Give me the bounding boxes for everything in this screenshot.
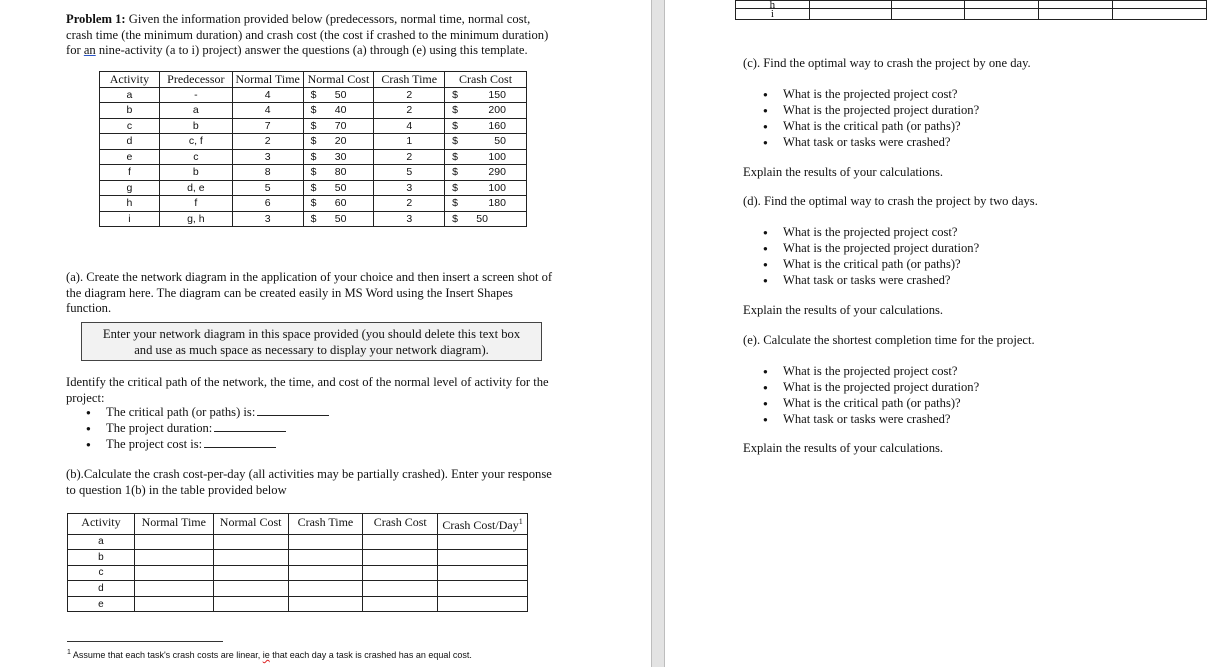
list-item: ● What is the projected project duration?	[763, 103, 979, 119]
spellcheck-word: ie	[262, 650, 270, 660]
part-c-title: (c). Find the optimal way to crash the project by one day.	[743, 56, 1031, 70]
table-row	[100, 211, 527, 227]
continued-activity-table	[735, 0, 1207, 20]
cell-activity: e	[100, 149, 160, 165]
cell-predecessor: f	[159, 196, 232, 212]
answer-cell[interactable]	[363, 550, 438, 566]
answer-blank[interactable]	[204, 438, 276, 448]
table-row	[100, 165, 527, 181]
table-row	[100, 149, 527, 165]
identify-text: Identify the critical path of the network, the time, and cost of the normal level of activity for the project:	[66, 375, 549, 405]
answer-cell[interactable]	[288, 596, 363, 612]
cell-predecessor: c	[159, 149, 232, 165]
cell-activity: b	[100, 103, 160, 119]
footnote-mark: 1	[518, 517, 523, 526]
cell-activity: d	[100, 134, 160, 150]
header-normal-time: Normal Time	[134, 514, 213, 535]
header-normal-cost: Normal Cost	[213, 514, 288, 535]
list-item: ● What is the critical path (or paths)?	[763, 119, 979, 135]
problem-line: crash time (the minimum duration) and crash cost (the cost if crashed to the minimum duration)	[66, 27, 549, 42]
header-activity: Activity	[68, 514, 135, 535]
cell-normal-time: 8	[232, 165, 303, 181]
cell-activity: e	[68, 596, 135, 612]
cell-crash-cost: $ 150	[445, 87, 527, 103]
header-normal-cost: Normal Cost	[303, 72, 374, 88]
cell-crash-cost: $ 100	[445, 180, 527, 196]
cell-activity: a	[68, 534, 135, 550]
cell-normal-cost: $ 60	[303, 196, 374, 212]
answer-cell[interactable]	[134, 550, 213, 566]
answer-cell[interactable]	[438, 565, 528, 581]
cell-crash-time: 3	[374, 180, 445, 196]
header-predecessor: Predecessor	[159, 72, 232, 88]
cell-normal-time: 5	[232, 180, 303, 196]
answer-cell[interactable]	[134, 534, 213, 550]
answer-cell[interactable]	[288, 550, 363, 566]
cell-crash-cost: $ 100	[445, 149, 527, 165]
answer-cell[interactable]	[213, 596, 288, 612]
header-crash-time: Crash Time	[374, 72, 445, 88]
part-e-bullets	[763, 364, 979, 428]
cell-normal-cost: $ 50	[303, 87, 374, 103]
footnote-mark: 1	[67, 649, 71, 656]
table-row	[68, 550, 528, 566]
header-crash-cost: Crash Cost	[363, 514, 438, 535]
cell-crash-cost: $ 290	[445, 165, 527, 181]
table-row: h	[736, 1, 1207, 9]
cell-activity: i	[100, 211, 160, 227]
answer-cell[interactable]	[134, 596, 213, 612]
answer-cell[interactable]	[288, 534, 363, 550]
table-row	[100, 118, 527, 134]
identify-bullets	[86, 405, 329, 453]
list-item: ● What is the projected project cost?	[763, 87, 979, 103]
footnote: $^1$ Assume that each task's crash costs are linear, ie that each day a task is crashed has an equal cost.	[67, 649, 472, 660]
underlined-word: an	[83, 43, 96, 57]
table-row	[68, 581, 528, 597]
cell-activity: c	[68, 565, 135, 581]
cell-activity: b	[68, 550, 135, 566]
cell-crash-time: 2	[374, 196, 445, 212]
table-row	[100, 103, 527, 119]
answer-cell[interactable]	[363, 565, 438, 581]
answer-cell[interactable]	[213, 534, 288, 550]
explain-text: Explain the results of your calculations.	[743, 165, 944, 179]
list-item: ● The project duration:	[86, 421, 329, 437]
network-diagram-textbox[interactable]: Enter your network diagram in this space provided (you should delete this text box and use as much space as necessary to display your network diagram).	[81, 322, 542, 361]
cell-crash-time: 2	[374, 87, 445, 103]
answer-cell[interactable]	[438, 581, 528, 597]
header-normal-time: Normal Time	[232, 72, 303, 88]
list-item: ● The critical path (or paths) is:	[86, 405, 329, 421]
header-activity: Activity	[100, 72, 160, 88]
table-row	[68, 534, 528, 550]
part-c-bullets	[763, 87, 979, 151]
cell-normal-time: 7	[232, 118, 303, 134]
problem-line: for an nine-activity (a to i) project) answer the questions (a) through (e) using this template.	[66, 43, 528, 57]
answer-cell[interactable]	[213, 565, 288, 581]
cell-normal-time: 3	[232, 211, 303, 227]
crash-cost-table	[67, 513, 528, 612]
table-row	[100, 180, 527, 196]
part-e-title: (e). Calculate the shortest completion time for the project.	[743, 333, 1035, 347]
cell-activity: f	[100, 165, 160, 181]
page-gutter	[651, 0, 665, 667]
header-crash-cost-day: Crash Cost/Day$^1$	[438, 514, 528, 535]
cell-predecessor: -	[159, 87, 232, 103]
cell-crash-cost: $ 200	[445, 103, 527, 119]
cell-normal-cost: $ 50	[303, 180, 374, 196]
table-row: i	[736, 9, 1207, 20]
cell-predecessor: b	[159, 165, 232, 181]
explain-text: Explain the results of your calculations.	[743, 441, 944, 455]
cell-crash-time: 4	[374, 118, 445, 134]
part-d-title: (d). Find the optimal way to crash the project by two days.	[743, 194, 1038, 208]
list-item: ● What task or tasks were crashed?	[763, 273, 979, 289]
answer-cell[interactable]	[288, 565, 363, 581]
table-row	[100, 134, 527, 150]
answer-cell[interactable]	[363, 581, 438, 597]
cell-crash-time: 2	[374, 149, 445, 165]
cell-crash-cost: $ 160	[445, 118, 527, 134]
problem-line: Given the information provided below (predecessors, normal time, normal cost,	[125, 12, 531, 26]
part-d-bullets	[763, 225, 979, 289]
cell-normal-cost: $ 20	[303, 134, 374, 150]
cell-predecessor: d, e	[159, 180, 232, 196]
list-item: ● What is the projected project duration?	[763, 241, 979, 257]
answer-cell[interactable]	[363, 534, 438, 550]
cell-normal-cost: $ 30	[303, 149, 374, 165]
part-a-text: (a). Create the network diagram in the application of your choice and then insert a screen shot of the diagram here. The diagram can be created easily in MS Word using the Insert Shapes function.	[66, 270, 553, 315]
table-row	[68, 596, 528, 612]
answer-cell[interactable]	[438, 596, 528, 612]
cell-activity: h	[100, 196, 160, 212]
activity-table	[99, 71, 527, 227]
cell-normal-cost: $ 40	[303, 103, 374, 119]
answer-cell[interactable]	[363, 596, 438, 612]
list-item: ● The project cost is:	[86, 437, 329, 453]
header-crash-cost: Crash Cost	[445, 72, 527, 88]
cell-crash-time: 3	[374, 211, 445, 227]
list-item: ● What is the projected project cost?	[763, 364, 979, 380]
cell-predecessor: a	[159, 103, 232, 119]
cell-crash-time: 2	[374, 103, 445, 119]
cell-normal-time: 4	[232, 87, 303, 103]
answer-cell[interactable]	[438, 534, 528, 550]
cell-normal-cost: $ 50	[303, 211, 374, 227]
cell-activity: d	[68, 581, 135, 597]
cell-predecessor: g, h	[159, 211, 232, 227]
cell-normal-time: 6	[232, 196, 303, 212]
cell-predecessor: c, f	[159, 134, 232, 150]
cell-activity: c	[100, 118, 160, 134]
table-row	[100, 196, 527, 212]
cell-crash-time: 1	[374, 134, 445, 150]
part-b-text: (b).Calculate the crash cost-per-day (all activities may be partially crashed). Enter your response to question 1(b) in the table provided below	[66, 467, 552, 497]
cell-activity: a	[100, 87, 160, 103]
cell-crash-time: 5	[374, 165, 445, 181]
problem-label: Problem 1:	[66, 12, 126, 26]
cell-crash-cost: $ 180	[445, 196, 527, 212]
list-item: ● What task or tasks were crashed?	[763, 135, 979, 151]
document-page-right	[666, 0, 1223, 667]
answer-cell[interactable]	[288, 581, 363, 597]
footnote-separator	[67, 641, 223, 642]
answer-blank[interactable]	[257, 406, 329, 416]
answer-cell[interactable]	[213, 581, 288, 597]
answer-cell[interactable]	[213, 550, 288, 566]
table-row	[68, 565, 528, 581]
cell-predecessor: b	[159, 118, 232, 134]
header-crash-time: Crash Time	[288, 514, 363, 535]
list-item: ● What task or tasks were crashed?	[763, 412, 979, 428]
answer-cell[interactable]	[438, 550, 528, 566]
list-item: ● What is the critical path (or paths)?	[763, 257, 979, 273]
cell-normal-cost: $ 80	[303, 165, 374, 181]
list-item: ● What is the projected project cost?	[763, 225, 979, 241]
cell-normal-cost: $ 70	[303, 118, 374, 134]
cell-normal-time: 2	[232, 134, 303, 150]
cell-activity: g	[100, 180, 160, 196]
answer-cell[interactable]	[134, 581, 213, 597]
table-row	[100, 87, 527, 103]
cell-crash-cost: $ 50	[445, 211, 527, 227]
answer-blank[interactable]	[214, 422, 286, 432]
list-item: ● What is the critical path (or paths)?	[763, 396, 979, 412]
explain-text: Explain the results of your calculations.	[743, 303, 944, 317]
cell-crash-cost: $ 50	[445, 134, 527, 150]
list-item: ● What is the projected project duration?	[763, 380, 979, 396]
cell-normal-time: 3	[232, 149, 303, 165]
problem-statement	[66, 12, 548, 59]
answer-cell[interactable]	[134, 565, 213, 581]
cell-normal-time: 4	[232, 103, 303, 119]
